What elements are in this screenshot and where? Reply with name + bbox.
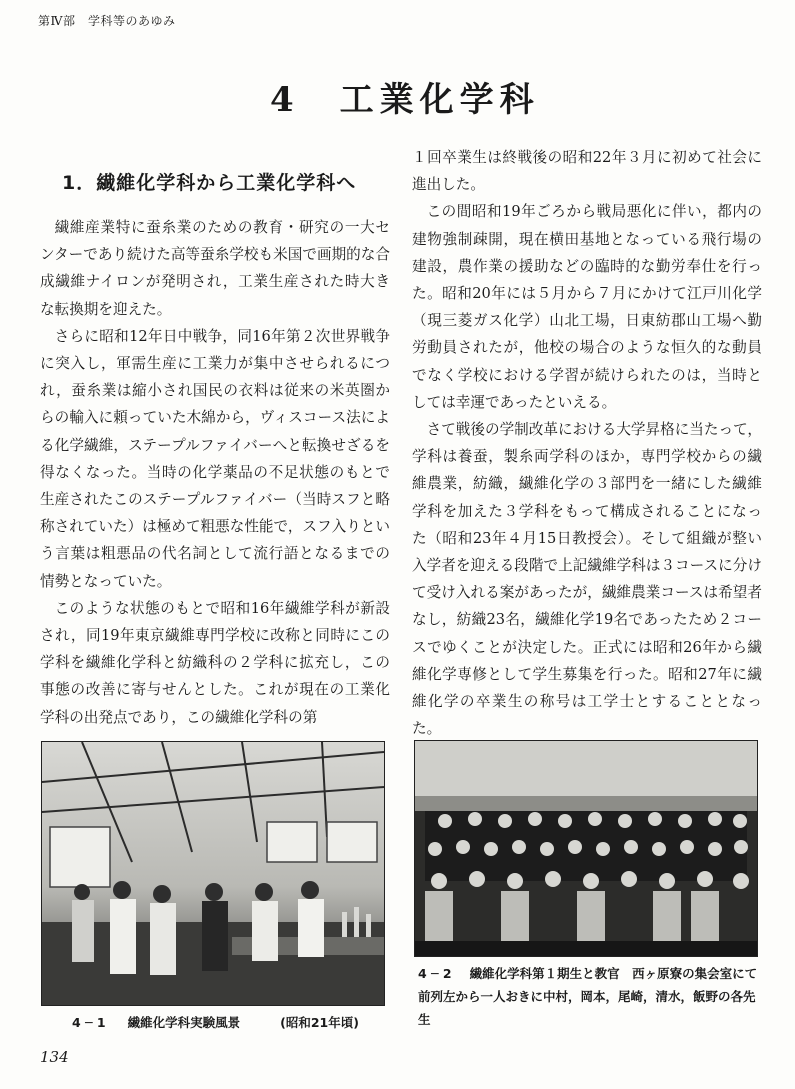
left-text-column <box>40 214 390 731</box>
paragraph: 繊維産業特に蚕糸業のための教育・研究の一大センターであり続けた高等蚕糸学校も米国で画期的な合成繊維ナイロンが発明され，工業生産された時大きな転換期を迎えた。 <box>40 219 390 318</box>
figure-caption-4-2 <box>418 962 763 1031</box>
figure-number: 4 ─ 1 <box>72 1015 106 1030</box>
paragraph: さらに昭和12年日中戦争，同16年第２次世界戦争に突入し，軍需生産に工業力が集中させられるにつれ，蚕糸業は縮小され国民の衣料は従来の米英圏からの輸入に頼っていた木綿から，ヴィスコース法による化学繊維，ステープルファイバーへと転換せざるを得なくなった。当時の化学薬品の不足状態のもとで生産されたこのステープルファイバー（当時スフと略称されていた）は極めて粗悪な性能で，スフ入りという言葉は粗悪品の代名詞として流行語となるまでの情勢となっていた。 <box>40 327 390 590</box>
paragraph: さて戦後の学制改革における大学昇格に当たって，学科は養蚕，製糸両学科のほか，専門学校からの繊維農業，紡織，繊維化学の３部門を一緒にした繊維学科を加えた３学科をもって構成されることになった（昭和23年４月15日教授会）。そして組織が整い入学者を迎える段階で上記繊維学科は３コースに分けて受け入れる案があったが，繊維農業コースは希望者なし，紡織23名，繊維化学19名であったため２コースでゆくことが決定した。正式には昭和26年から繊維化学専修として学生募集を行った。昭和27年に繊維化学の卒業生の称号は工学士とすることとなった。 <box>412 421 762 738</box>
figure-caption-text: 繊維化学科第１期生と教官 西ヶ原寮の集会室にて前列左から一人おきに中村，岡本，尾崎，清水，飯野の各先生 <box>418 966 758 1027</box>
paragraph: １回卒業生は終戦後の昭和22年３月に初めて社会に進出した。 <box>412 149 762 194</box>
group-photo-image <box>415 741 757 956</box>
page-number: 134 <box>40 1048 69 1066</box>
section-heading: 1．繊維化学科から工業化学科へ <box>62 172 357 194</box>
running-head: 第Ⅳ部 学科等のあゆみ <box>38 14 176 28</box>
chapter-name: 工業化学科 <box>339 80 540 120</box>
figure-caption-4-1 <box>72 1011 359 1034</box>
figure-caption-text: 繊維化学科実験風景 <box>127 1015 241 1030</box>
figure-number: 4 ─ 2 <box>418 966 452 981</box>
chapter-title <box>270 72 540 121</box>
right-text-column <box>412 144 762 742</box>
lab-photo-image <box>42 742 384 1005</box>
paragraph: この間昭和19年ごろから戦局悪化に伴い，都内の建物強制疎開，現在横田基地となっている飛行場の建設，農作業の援助などの臨時的な勤労奉仕を行った。昭和20年には５月から７月にかけて江戸川化学（現三菱ガス化学）山北工場，日東紡郡山工場へ勤労動員されたが，他校の場合のような恒久的な動員でなく学校における学習が続けられたのは，当時としては幸運であったといえる。 <box>412 203 762 411</box>
paragraph: このような状態のもとで昭和16年繊維学科が新設され，同19年東京繊維専門学校に改称と同時にこの学科を繊維化学科と紡織科の２学科に拡充し，この事態の改善に寄与せんとした。これが現在の工業化学科の出発点であり，この繊維化学科の第 <box>40 599 390 726</box>
group-photo <box>414 740 758 957</box>
lab-photo <box>41 741 385 1006</box>
figure-date: (昭和21年頃) <box>280 1015 359 1030</box>
chapter-number: 4 <box>270 80 300 120</box>
